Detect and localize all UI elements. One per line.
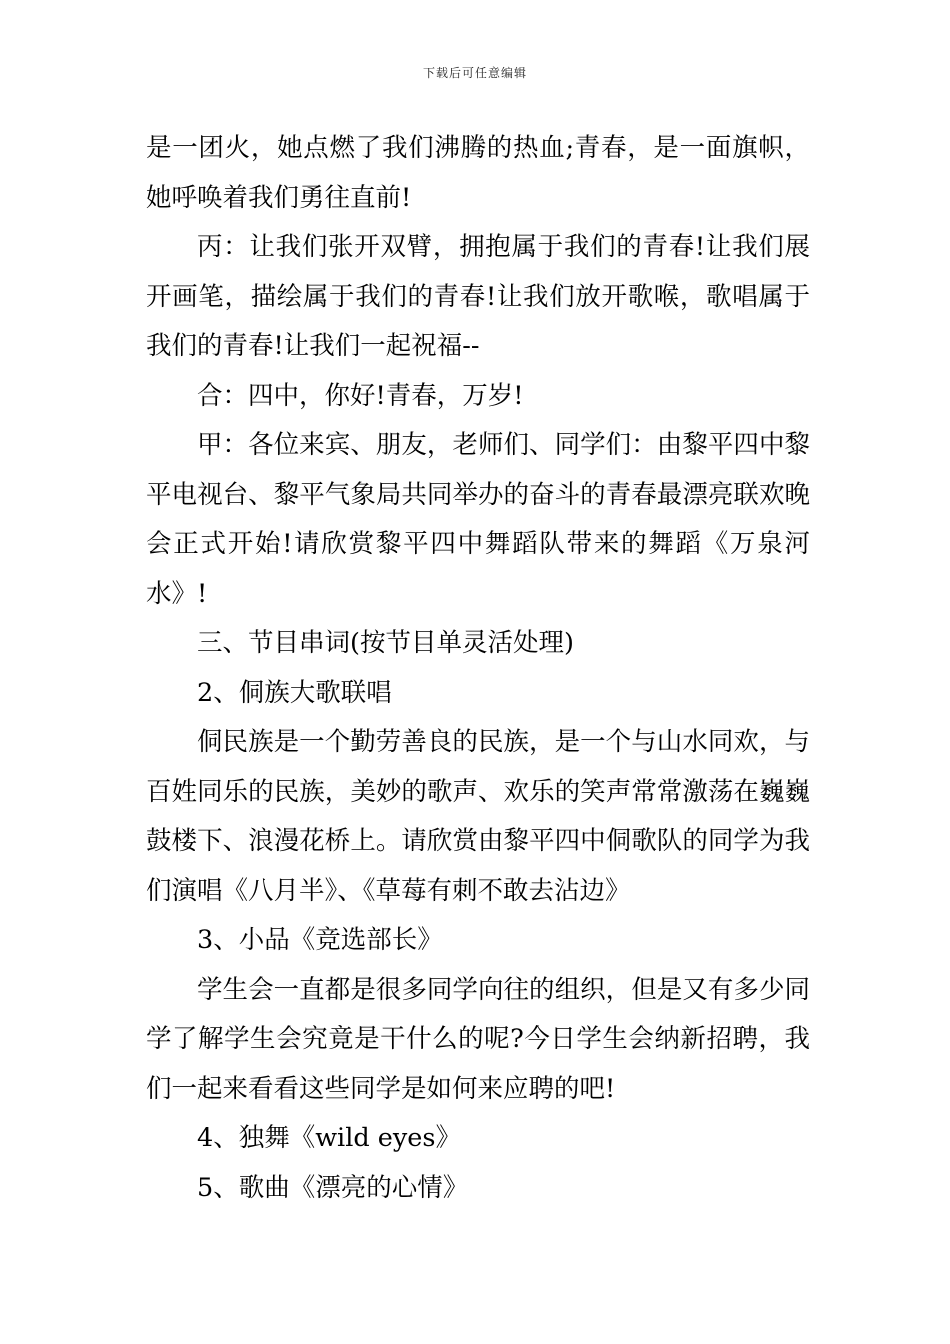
section-heading: 三、节目串词(按节目单灵活处理) xyxy=(197,628,574,658)
paragraph-2: 丙：让我们张开双臂，拥抱属于我们的青春!让我们展开画笔，描绘属于我们的青春!让我们放开歌喉，歌唱属于我们的青春!让我们一起祝福-- xyxy=(146,232,810,361)
paragraph-7: 侗民族是一个勤劳善良的民族，是一个与山水同欢，与百姓同乐的民族，美妙的歌声、欢乐的笑声常常激荡在巍巍鼓楼下、浪漫花桥上。请欣赏由黎平四中侗歌队的同学为我们演唱《八月半》、《草莓有刺不敢去沾边》 xyxy=(146,727,810,906)
paragraph-4: 甲：各位来宾、朋友，老师们、同学们：由黎平四中黎平电视台、黎平气象局共同举办的奋斗的青春最漂亮联欢晚会正式开始!请欣赏黎平四中舞蹈队带来的舞蹈《万泉河水》! xyxy=(146,430,810,609)
page-header: 下载后可任意编辑 xyxy=(422,66,527,80)
program-item-2: 2、侗族大歌联唱 xyxy=(197,677,392,708)
paragraph-3: 合：四中，你好!青春，万岁! xyxy=(197,380,524,411)
program-item-5: 5、歌曲《漂亮的心情》 xyxy=(197,1172,469,1203)
program-item-3: 3、小品《竞选部长》 xyxy=(197,925,443,955)
program-item-4: 4、独舞《wild eyes》 xyxy=(197,1123,461,1153)
paragraph-1: 是一团火，她点燃了我们沸腾的热血;青春，是一面旗帜，她呼唤着我们勇往直前! xyxy=(146,133,810,213)
document-body xyxy=(146,124,810,1213)
paragraph-9: 学生会一直都是很多同学向往的组织，但是又有多少同学了解学生会究竟是干什么的呢?今日学生会纳新招聘，我们一起来看看这些同学是如何来应聘的吧! xyxy=(146,974,810,1104)
